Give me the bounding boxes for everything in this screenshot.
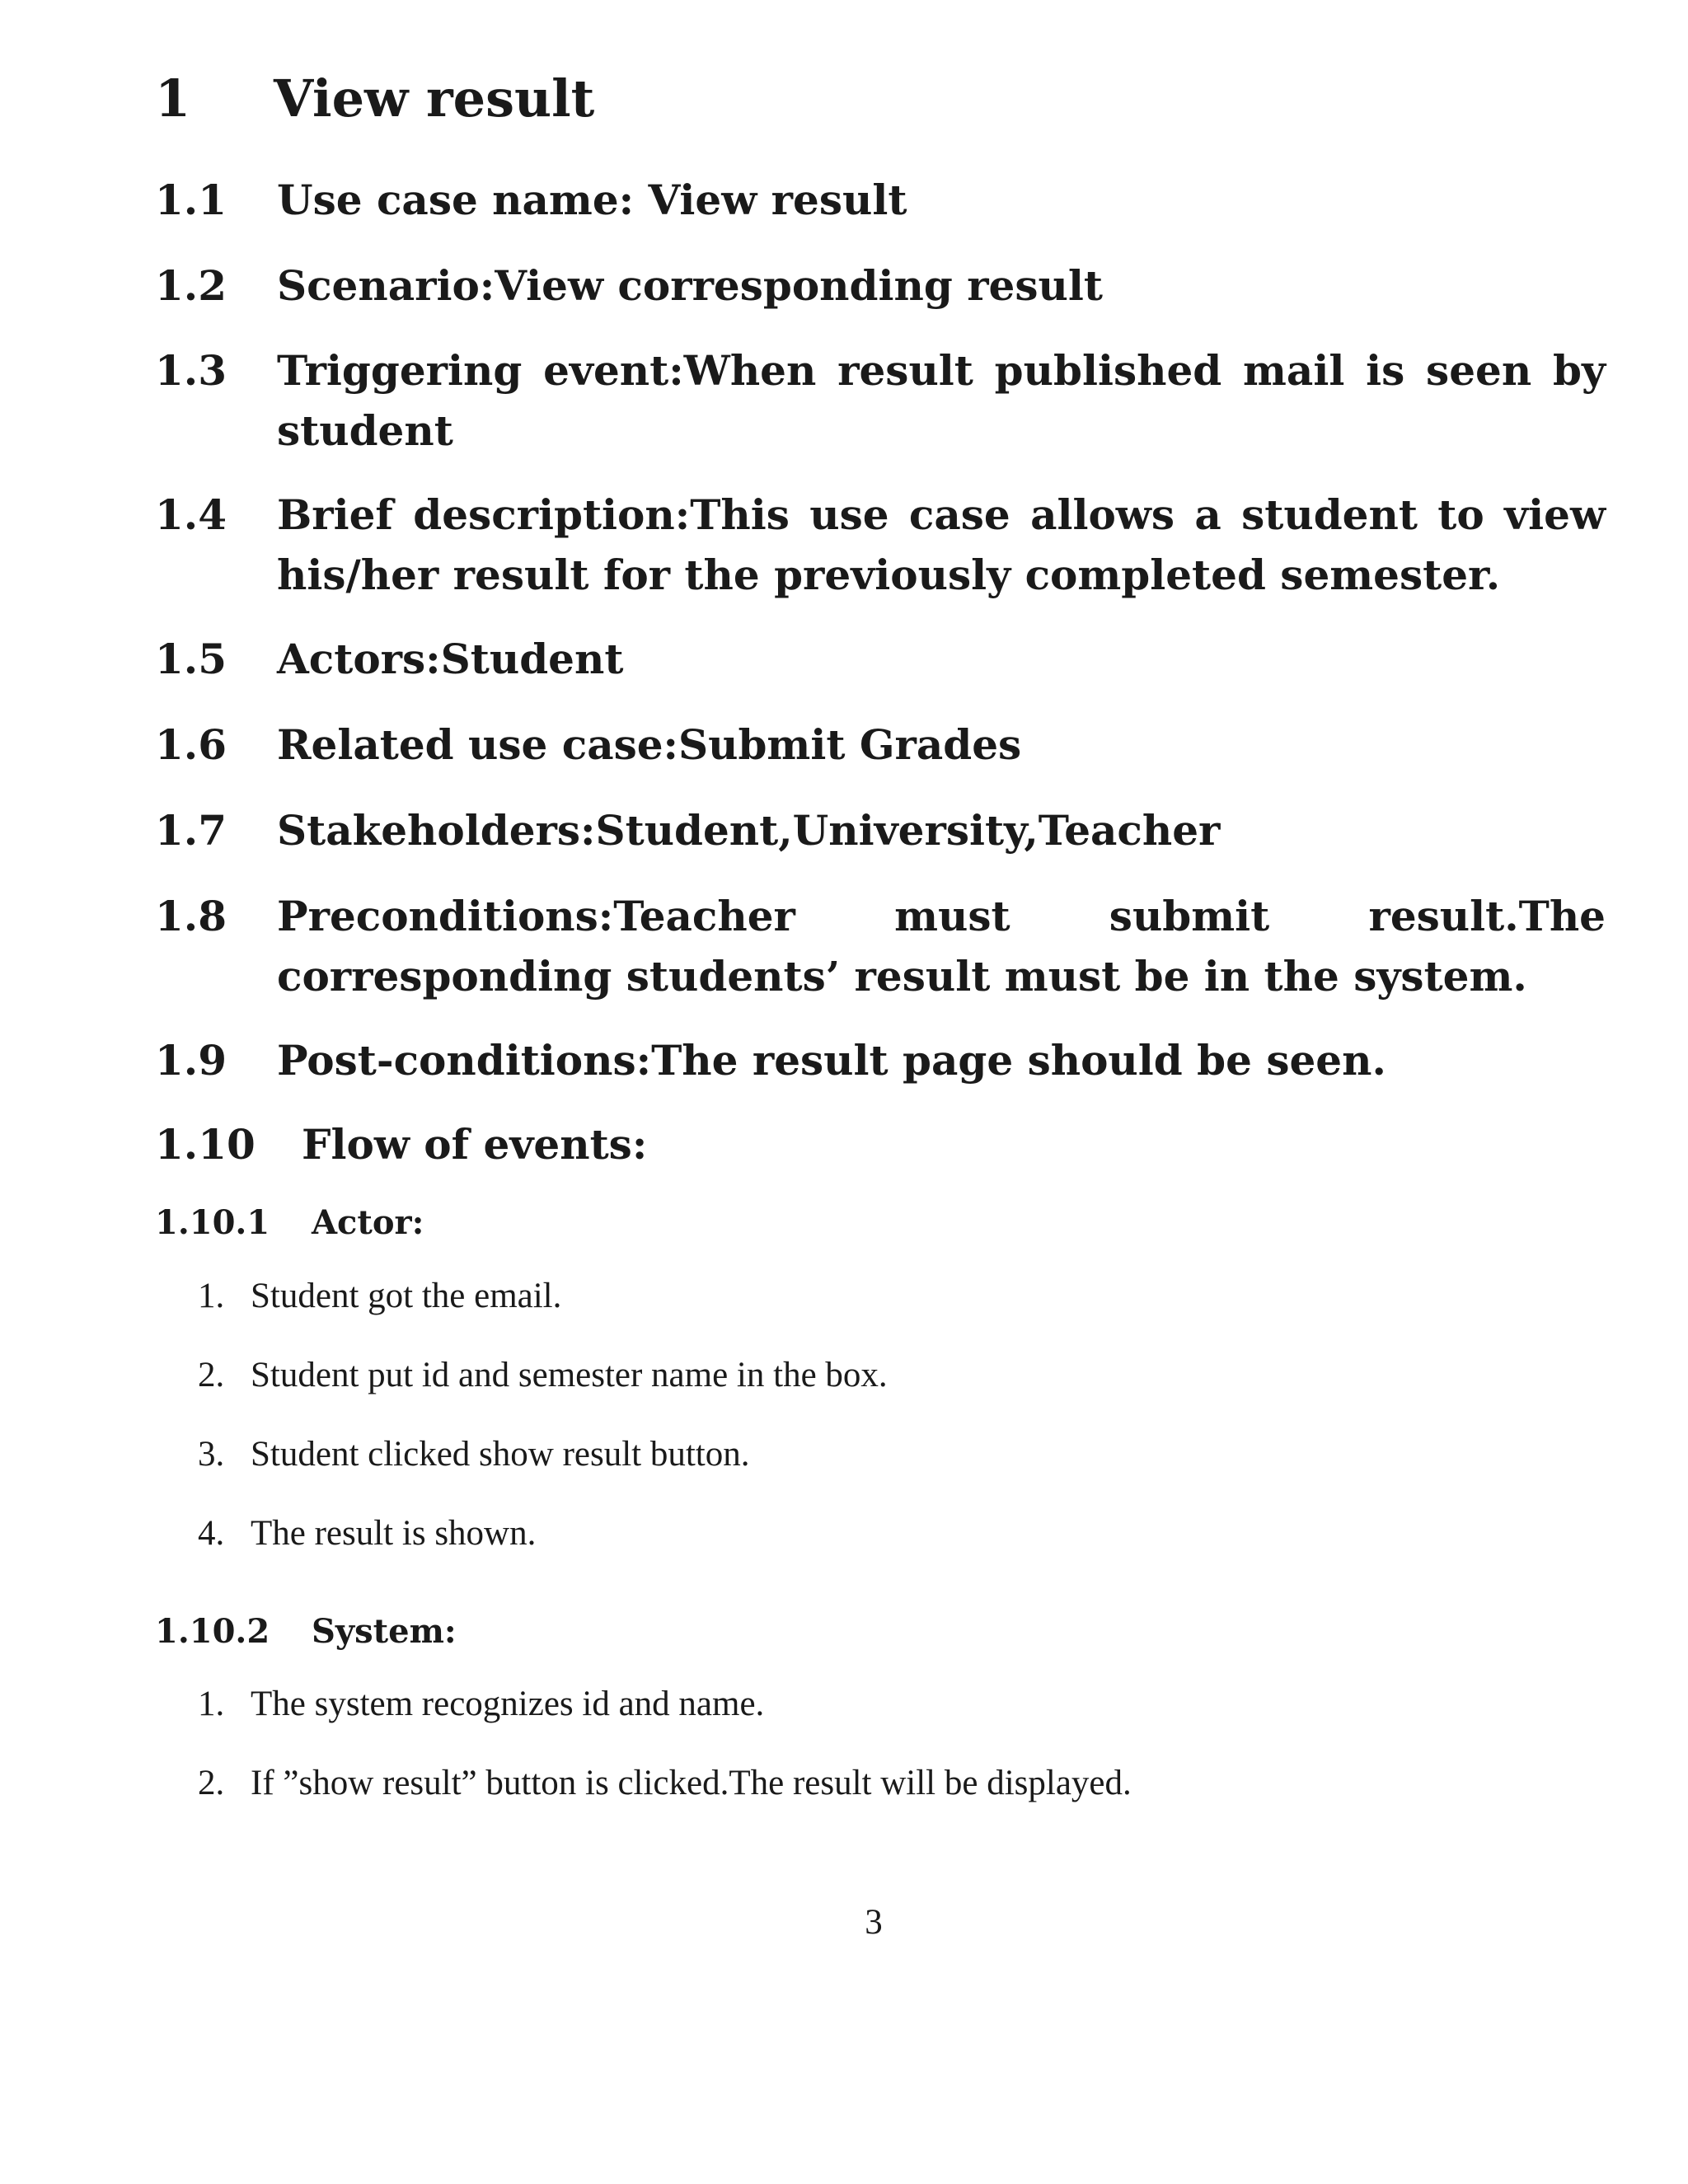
subsection-number: 1.8 (155, 892, 227, 940)
actor-steps-list (198, 1276, 888, 1592)
list-item (198, 1355, 888, 1434)
section-title: View result (274, 68, 595, 129)
subsection-title: Related use case:Submit Grades (277, 720, 1022, 769)
subsection-flow-of-events (155, 1114, 1606, 1174)
list-item-text: If ”show result” button is clicked.The result will be displayed. (251, 1764, 1132, 1802)
section-number: 1 (155, 68, 191, 129)
subsection-number: 1.2 (155, 261, 227, 310)
page-number: 3 (865, 1903, 883, 1942)
subsection-post-conditions (155, 1030, 1606, 1090)
subsection-use-case-name (155, 170, 1606, 230)
system-steps-list (198, 1684, 1132, 1842)
list-item-text: Student got the email. (251, 1277, 562, 1315)
subsection-title: Triggering event:When result published mail is seen by student (277, 346, 1606, 455)
subsection-number: 1.7 (155, 806, 227, 855)
subsection-title: Flow of events: (302, 1120, 648, 1169)
subsection-number: 1.6 (155, 720, 227, 769)
subsection-number: 1.5 (155, 635, 227, 683)
subsubsection-title: Actor: (312, 1203, 424, 1242)
subsection-number: 1.4 (155, 490, 227, 539)
subsection-title: Stakeholders:Student,University,Teacher (277, 806, 1221, 855)
subsubsection-number: 1.10.1 (155, 1203, 270, 1242)
subsection-preconditions (155, 886, 1606, 1006)
list-item-text: The system recognizes id and name. (251, 1685, 765, 1723)
list-marker: 3. (198, 1435, 225, 1474)
list-item (198, 1763, 1132, 1842)
list-item (198, 1513, 888, 1592)
list-item (198, 1276, 888, 1355)
list-item (198, 1434, 888, 1513)
subsection-title: Use case name: View result (277, 176, 907, 224)
subsection-title: Preconditions:Teacher must submit result.The corresponding students’ result must be in the system. (277, 892, 1606, 1001)
subsection-number: 1.10 (155, 1120, 256, 1169)
subsubsection-title: System: (312, 1612, 457, 1651)
list-item-text: The result is shown. (251, 1514, 537, 1553)
list-item-text: Student put id and semester name in the box. (251, 1356, 888, 1394)
list-marker: 2. (198, 1764, 225, 1802)
subsection-number: 1.9 (155, 1036, 227, 1085)
subsection-stakeholders (155, 800, 1606, 860)
subsection-title: Brief description:This use case allows a student to view his/her result for the previously completed semester. (277, 490, 1606, 599)
subsection-actors (155, 629, 1606, 689)
list-item (198, 1684, 1132, 1763)
subsection-title: Post-conditions:The result page should be seen. (277, 1036, 1386, 1085)
subsection-number: 1.3 (155, 346, 227, 395)
list-item-text: Student clicked show result button. (251, 1435, 750, 1474)
subsection-title: Scenario:View corresponding result (277, 261, 1103, 310)
subsection-related-use-case (155, 715, 1606, 775)
list-marker: 2. (198, 1356, 225, 1394)
subsection-number: 1.1 (155, 176, 227, 224)
list-marker: 1. (198, 1685, 225, 1723)
subsubsection-number: 1.10.2 (155, 1612, 270, 1651)
list-marker: 4. (198, 1514, 225, 1553)
subsection-triggering-event (155, 340, 1606, 461)
list-marker: 1. (198, 1277, 225, 1315)
subsection-brief-description (155, 485, 1606, 605)
subsection-scenario (155, 255, 1606, 316)
subsection-title: Actors:Student (277, 635, 624, 683)
